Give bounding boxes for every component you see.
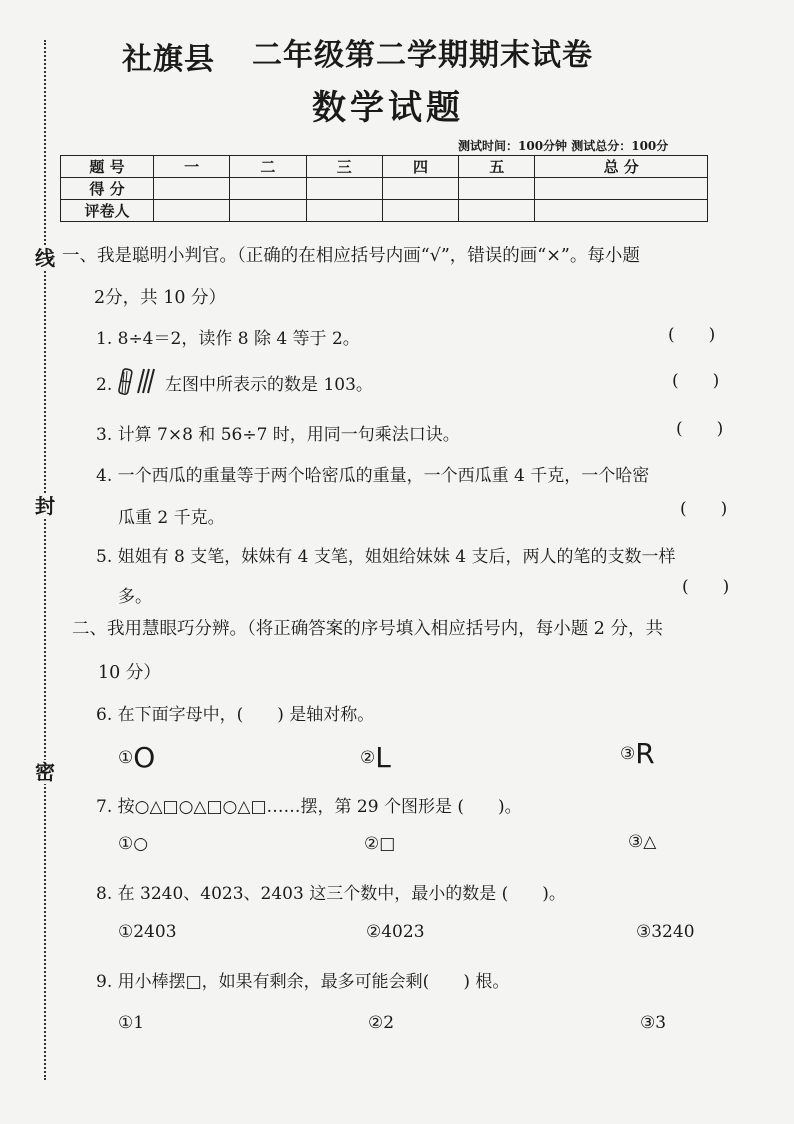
score-header-cell: 五 <box>459 156 535 178</box>
option-letter: L <box>375 741 391 774</box>
score-table <box>60 155 708 222</box>
section1-heading: 一、我是聪明小判官。（正确的在相应括号内画“√”，错误的画“×”。每小题 <box>62 246 640 266</box>
q7-option-2: ②□ <box>364 834 396 854</box>
option-number: ② <box>360 748 376 768</box>
question-2-text: 左图中所表示的数是 103。 <box>165 375 373 395</box>
answer-paren-5[interactable]: ( ) <box>682 577 730 597</box>
section1-heading-cont: 2分，共 10 分） <box>94 288 227 308</box>
score-table-row <box>61 178 708 200</box>
q9-option-1: ①1 <box>118 1013 145 1033</box>
score-cell[interactable] <box>230 200 306 222</box>
section2-heading-cont: 10 分） <box>98 663 161 683</box>
option-number: ③ <box>620 744 636 764</box>
answer-paren-3[interactable]: ( ) <box>676 419 724 439</box>
question-8: 8. 在 3240、4023、2403 这三个数中，最小的数是 ( )。 <box>96 884 566 904</box>
q6-option-1 <box>118 741 155 774</box>
score-row-label: 评卷人 <box>61 200 154 222</box>
question-4-cont: 瓜重 2 千克。 <box>118 508 225 528</box>
question-2-number: 2. <box>96 375 113 395</box>
option-letter: R <box>635 737 655 770</box>
question-2 <box>96 366 373 401</box>
score-header-cell: 四 <box>382 156 458 178</box>
question-9: 9. 用小棒摆□，如果有剩余，最多可能会剩( ) 根。 <box>96 972 510 992</box>
q6-option-2 <box>360 741 391 774</box>
score-row-label: 得 分 <box>61 178 154 200</box>
score-cell[interactable] <box>535 200 708 222</box>
score-table-row <box>61 200 708 222</box>
county-name: 社旗县 <box>122 42 215 77</box>
score-header-cell: 二 <box>230 156 306 178</box>
binding-char-xian: 线 <box>35 246 55 270</box>
q9-option-3: ③3 <box>640 1013 667 1033</box>
section2-heading: 二、我用慧眼巧分辨。（将正确答案的序号填入相应括号内，每小题 2 分，共 <box>72 619 664 639</box>
q7-option-3: ③△ <box>628 832 657 852</box>
score-cell[interactable] <box>230 178 306 200</box>
score-cell[interactable] <box>382 178 458 200</box>
question-5-cont: 多。 <box>118 587 152 607</box>
binding-line <box>44 40 46 1080</box>
binding-char-mi: 密 <box>35 760 55 784</box>
binding-char-feng: 封 <box>35 494 55 518</box>
option-letter: O <box>133 741 156 774</box>
score-cell[interactable] <box>535 178 708 200</box>
question-1: 1. 8÷4＝2，读作 8 除 4 等于 2。 <box>96 329 360 349</box>
answer-paren-1[interactable]: ( ) <box>668 325 716 345</box>
score-cell[interactable] <box>306 200 382 222</box>
question-6: 6. 在下面字母中，( ) 是轴对称。 <box>96 705 375 725</box>
q6-option-3 <box>620 737 655 770</box>
question-3: 3. 计算 7×8 和 56÷7 时，用同一句乘法口诀。 <box>96 425 460 445</box>
q8-option-1: ①2403 <box>118 922 177 942</box>
score-header-cell: 三 <box>306 156 382 178</box>
q7-option-1: ①○ <box>118 834 149 854</box>
score-header-cell: 总 分 <box>535 156 708 178</box>
question-4: 4. 一个西瓜的重量等于两个哈密瓜的重量，一个西瓜重 4 千克，一个哈密 <box>96 466 650 486</box>
score-cell[interactable] <box>459 178 535 200</box>
score-header-cell: 一 <box>154 156 230 178</box>
score-table-header-row <box>61 156 708 178</box>
sticks-bundle-icon <box>118 366 158 401</box>
q8-option-3: ③3240 <box>636 922 695 942</box>
score-cell[interactable] <box>306 178 382 200</box>
question-7: 7. 按○△□○△□○△□……摆，第 29 个图形是 ( )。 <box>96 797 522 817</box>
q9-option-2: ②2 <box>368 1013 395 1033</box>
exam-title: 二年级第二学期期末试卷 <box>252 38 593 73</box>
score-cell[interactable] <box>154 200 230 222</box>
score-header-cell: 题 号 <box>61 156 154 178</box>
score-cell[interactable] <box>459 200 535 222</box>
subject-title: 数学试题 <box>312 88 464 128</box>
score-cell[interactable] <box>154 178 230 200</box>
q8-option-2: ②4023 <box>366 922 425 942</box>
exam-meta: 测试时间：100分钟 测试总分：100分 <box>458 139 669 153</box>
question-5: 5. 姐姐有 8 支笔，妹妹有 4 支笔，姐姐给妹妹 4 支后，两人的笔的支数一样 <box>96 547 676 567</box>
answer-paren-4[interactable]: ( ) <box>680 499 728 519</box>
option-number: ① <box>118 748 134 768</box>
answer-paren-2[interactable]: ( ) <box>672 371 720 391</box>
score-cell[interactable] <box>382 200 458 222</box>
